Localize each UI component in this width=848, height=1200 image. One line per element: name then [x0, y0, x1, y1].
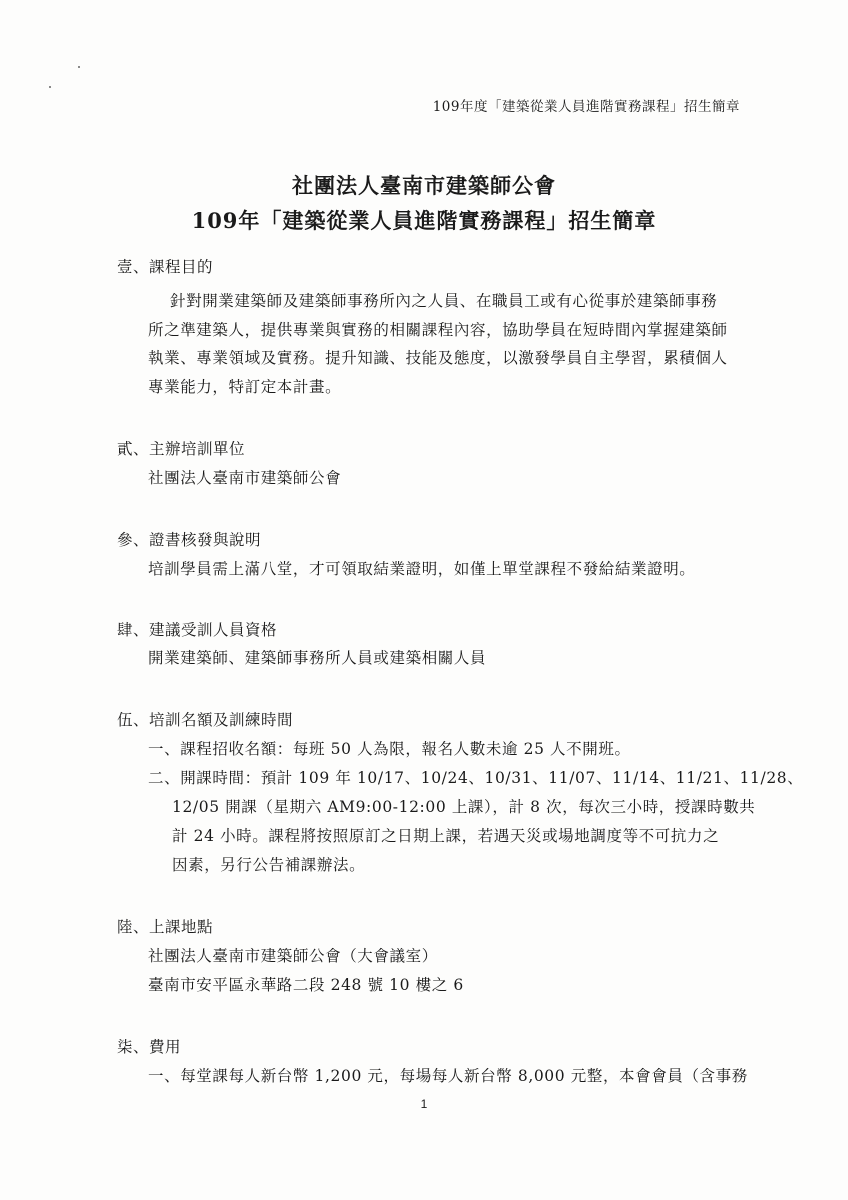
- scan-speck: [78, 66, 80, 68]
- section-heading-organizer: 貳、主辦培訓單位: [117, 440, 246, 458]
- list-item-continuation: 12/05 開課（星期六 AM9:00-12:00 上課），計 8 次，每次三小時，授課時數共: [172, 798, 756, 816]
- list-item: 一、每堂課每人新台幣 1,200 元，每場每人新台幣 8,000 元整，本會會員（含事務: [148, 1067, 748, 1085]
- section-heading-quota-schedule: 伍、培訓名額及訓練時間: [117, 711, 294, 729]
- list-item: 一、課程招收名額：每班 50 人為限，報名人數未逾 25 人不開班。: [148, 740, 631, 758]
- paragraph-line: 社團法人臺南市建築師公會: [148, 469, 342, 487]
- page-number: 1: [420, 1097, 428, 1111]
- paragraph-line: 針對開業建築師及建築師事務所內之人員、在職員工或有心從事於建築師事務: [170, 292, 718, 310]
- section-heading-venue: 陸、上課地點: [117, 918, 214, 936]
- list-item-continuation: 計 24 小時。課程將按照原訂之日期上課，若遇天災或場地調度等不可抗力之: [172, 827, 720, 845]
- list-item: 二、開課時間：預計 109 年 10/17、10/24、10/31、11/07、11/14、11/21、11/28、: [148, 769, 804, 787]
- document-title-main: 109年「建築從業人員進階實務課程」招生簡章: [191, 208, 657, 233]
- list-item-continuation: 因素，另行公告補課辦法。: [172, 856, 366, 874]
- document-title-org: 社團法人臺南市建築師公會: [292, 173, 556, 198]
- section-heading-fees: 柒、費用: [117, 1038, 182, 1056]
- venue-name: 社團法人臺南市建築師公會（大會議室）: [148, 947, 438, 965]
- paragraph-line: 所之準建築人，提供專業與實務的相關課程內容，協助學員在短時間內掌握建築師: [148, 321, 728, 339]
- paragraph-line: 開業建築師、建築師事務所人員或建築相關人員: [148, 649, 487, 667]
- paragraph-line: 培訓學員需上滿八堂，才可領取結業證明，如僅上單堂課程不發給結業證明。: [148, 560, 696, 578]
- running-header: 109年度「建築從業人員進階實務課程」招生簡章: [432, 99, 740, 115]
- paragraph-line: 執業、專業領域及實務。提升知識、技能及態度，以激發學員自主學習，累積個人: [148, 349, 728, 367]
- scan-speck: [49, 86, 51, 88]
- section-heading-certificate: 參、證書核發與說明: [117, 531, 262, 549]
- paragraph-line: 專業能力，特訂定本計畫。: [148, 378, 342, 396]
- section-heading-eligibility: 肆、建議受訓人員資格: [117, 621, 278, 639]
- venue-address: 臺南市安平區永華路二段 248 號 10 樓之 6: [148, 976, 464, 994]
- section-heading-purpose: 壹、課程目的: [117, 258, 214, 276]
